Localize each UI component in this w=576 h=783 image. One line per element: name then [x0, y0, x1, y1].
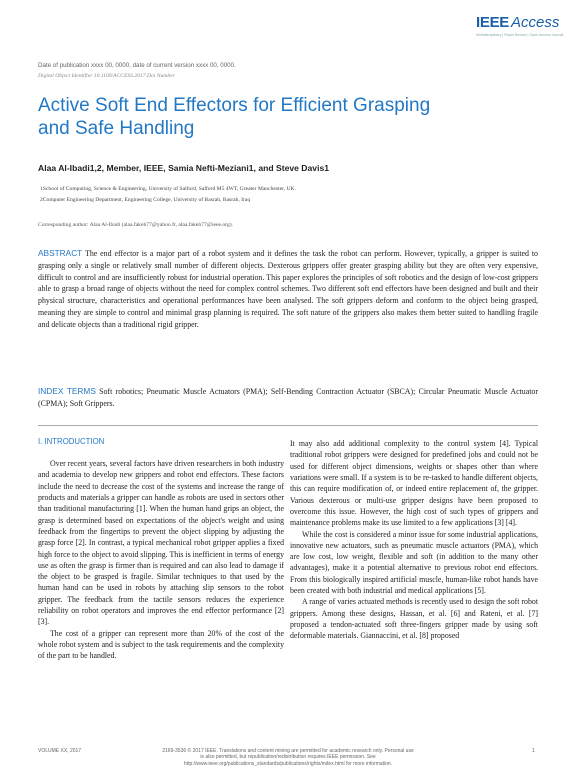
- page-number: 1: [532, 748, 535, 754]
- intro-paragraph: It may also add additional complexity to the control system [4]. Typical traditional robot grippers were designed for predefined jobs and could not be used for different object dimensions, weights or shapes other than where variations were small. If a system is to be re-tasked to handle different objects, this can require modification of, or indeed entire replacement of, the gripper. Various dexterous or multi-use gripper designs have been proposed to overcome this issue. However, the high cost of such types of grippers and maintenance problems make its use limited to a few applications [3] [4].: [290, 439, 538, 528]
- index-terms-label: INDEX TERMS: [38, 386, 96, 396]
- section-divider: [38, 425, 538, 426]
- affiliation-1: 1School of Computing, Science & Engineering, University of Salford, Salford M5 4WT, Greater Manchester, UK.: [40, 186, 296, 192]
- intro-paragraph: While the cost is considered a minor issue for some industrial applications, innovative new actuators, such as pneumatic muscle actuators (PMA), which are low cost, low weight, flexible and soft (in addition to the many other advantages), make it a potential alternative to previous robot end effectors. From this biologically inspired artificial muscle, human-like robot hands have been created with both industrial and medical applications [5].: [290, 529, 538, 596]
- index-terms-text: Soft robotics; Pneumatic Muscle Actuators (PMA); Self-Bending Contraction Actuator (SBCA); Circular Pneumatic Muscle Actuator (CPMA); Soft Grippers.: [38, 387, 538, 408]
- section-heading-introduction: I. INTRODUCTION: [38, 437, 105, 446]
- author-list: Alaa Al-Ibadi1,2, Member, IEEE, Samia Nefti-Meziani1, and Steve Davis1: [38, 163, 330, 173]
- footer-volume: VOLUME XX, 2017: [38, 748, 82, 754]
- right-column: [290, 438, 538, 642]
- abstract-label: ABSTRACT: [38, 248, 83, 258]
- intro-paragraph: A range of varies actuated methods is recently used to design the soft robot grippers. Among these designs, Hassan, et al. [6] and Rateni, et al. [7] proposed a tendon-actuated soft three-fingers gripper made by using soft deformable materials. Giannaccini, et al. [8] proposed: [290, 597, 538, 641]
- corresponding-author: Corresponding author: Alaa Al-Ibadi (alaa.fakeh77@yahoo.fr, alaa.fakeh77@ieee.org).: [38, 222, 233, 228]
- abstract-text: The end effector is a major part of a robot system and it defines the task the robot can perform. However, typically, a gripper is suited to grasping only a single or relatively small number of different objects. Dexterous grippers offer greater grasping ability but they are often very expensive, difficult to control and are insufficiently robust for industrial operation. This paper explores the principles of soft robotics and the design of low-cost grippers able to grasp a broad range of objects without the need for complex control schemes. Two different soft end effectors have been designed and built and their physical structure, characteristics and operational performances have been analysed. The soft grippers deform and conform to the object being grasped, meaning they are simple to control and minimal grasp planning is required. The soft nature of the grippers also makes them better suited to handling fragile and delicate objects than a traditional rigid gripper.: [38, 249, 538, 329]
- index-terms-block: [38, 386, 538, 410]
- footer-copyright: 2169-3536 © 2017 IEEE. Translations and content mining are permitted for academic research only. Personal use is also permitted, but republication/redistribution requires IEEE permission. See http://www.ieee.org/publications_standards/publications/rights/index.html for more information.: [162, 748, 414, 767]
- intro-paragraph: The cost of a gripper can represent more than 20% of the cost of the whole robot system and is subject to the task requirements and the complexity of the part to be handled.: [38, 628, 284, 661]
- left-column: [38, 458, 284, 662]
- logo-main: IEEE: [476, 14, 509, 31]
- logo-tagline: Multidisciplinary | Rapid Review | Open Access Journal: [476, 33, 564, 37]
- paper-title: Active Soft End Effectors for Efficient Grasping and Safe Handling: [38, 95, 431, 139]
- publication-dates: Date of publication xxxx 00, 0000, date of current version xxxx 00, 0000.: [38, 62, 236, 69]
- logo-sub: Access: [510, 14, 560, 31]
- affiliation-2: 2Computer Engineering Department, Engineering College, University of Basrah, Basrah, Iraq: [40, 197, 251, 203]
- intro-paragraph: Over recent years, several factors have driven researchers in both industry and academia to develop new grippers and robot end effectors. These factors include the need to decrease the cost of the systems and increase the range of products and materials a gripper can handle as robots are used in sectors other than traditional manufacturing [1]. When the human hand grips an object, the grasp is determined based on expectations of the object's weight and using feedback from the fingertips to prevent the object slipping by adjusting the grasp force [2]. In contrast, a typical mechanical robot gripper applies a fixed high force to the object to avoid slipping. This is inefficient in terms of energy use as often the grasp is firmer than is required and can also lead to damage if the object to be grasped is fragile. Similar techniques to that used by the human hand can be used in robots by attaching slip sensors to the robot gripper. The feedback from the tactile sensors reduces the experience reliability on robot operators and improves the end effector performance [2] [3].: [38, 459, 284, 627]
- abstract-block: [38, 248, 538, 331]
- doi-line: Digital Object Identifier 10.1109/ACCESS.2017.Doi Number: [38, 73, 175, 79]
- ieee-access-logo: [476, 14, 568, 37]
